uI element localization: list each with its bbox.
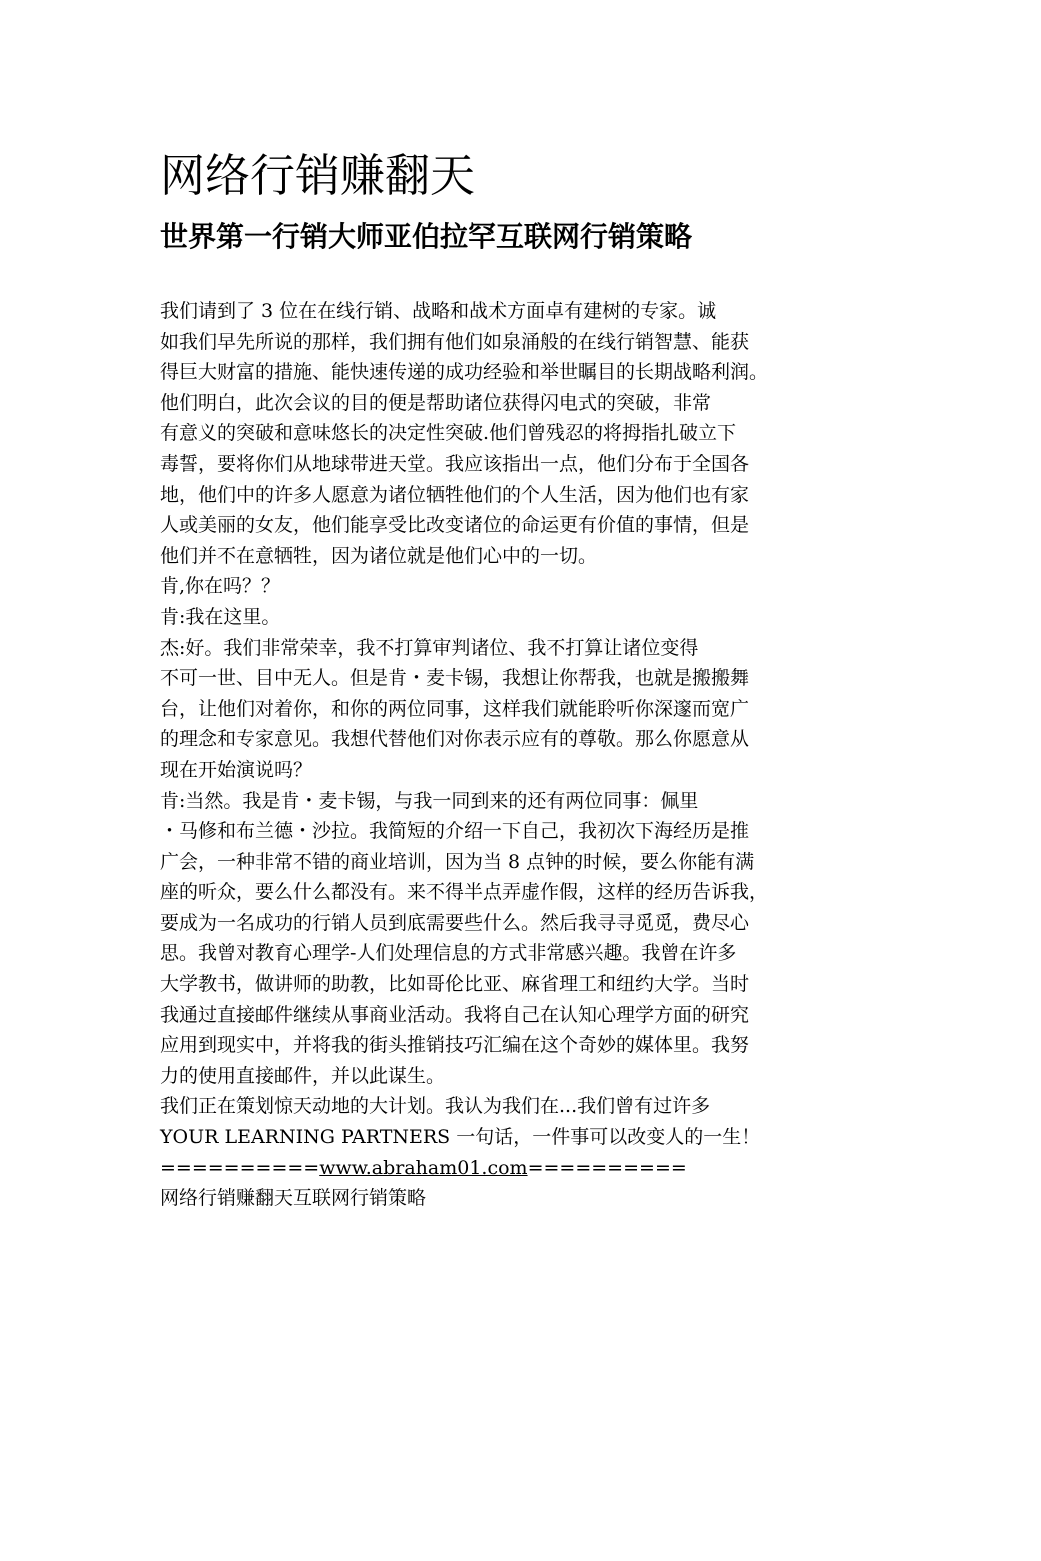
body-line: 地，他们中的许多人愿意为诸位牺牲他们的个人生活，因为他们也有家 [160,483,750,506]
body-line: 人或美丽的女友，他们能享受比改变诸位的命运更有价值的事情，但是 [160,514,750,537]
document-body [160,296,820,1214]
body-line: 肯:我在这里。 [160,605,281,628]
link-prefix: ========== [160,1156,320,1179]
link-line [160,1153,820,1184]
body-line: 他们明白，此次会议的目的便是帮助诸位获得闪电式的突破，非常 [160,391,712,414]
document-subtitle: 世界第一行销大师亚伯拉罕互联网行销策略 [160,220,693,253]
body-line: 肯:当然。我是肯・麦卡锡，与我一同到来的还有两位同事：佩里 [160,789,699,812]
body-line: 台，让他们对着你，和你的两位同事，这样我们就能聆听你深邃而宽广 [160,697,750,720]
body-line: 要成为一名成功的行销人员到底需要些什么。然后我寻寻觅觅，费尽心 [160,911,750,934]
document-title: 网络行销赚翻天 [160,149,476,202]
website-link[interactable]: www.abraham01.com [319,1156,528,1179]
body-line: 的理念和专家意见。我想代替他们对你表示应有的尊敬。那么你愿意从 [160,728,750,751]
body-line: 毒誓，要将你们从地球带进天堂。我应该指出一点，他们分布于全国各 [160,452,750,475]
body-line: 我通过直接邮件继续从事商业活动。我将自己在认知心理学方面的研究 [160,1003,750,1026]
body-line: 有意义的突破和意味悠长的决定性突破.他们曾残忍的将拇指扎破立下 [160,422,737,445]
body-line: 思。我曾对教育心理学-人们处理信息的方式非常感兴趣。我曾在许多 [160,942,737,965]
body-line: 我们请到了 3 位在在线行销、战略和战术方面卓有建树的专家。诚 [160,300,717,322]
body-line: 我们正在策划惊天动地的大计划。我认为我们在...我们曾有过许多 [160,1095,711,1118]
footer-line: 网络行销赚翻天互联网行销策略 [160,1187,427,1210]
body-line: 杰:好。我们非常荣幸，我不打算审判诸位、我不打算让诸位变得 [160,636,699,659]
body-line: 如我们早先所说的那样，我们拥有他们如泉涌般的在线行销智慧、能获 [160,330,750,353]
body-line: 大学教书，做讲师的助教，比如哥伦比亚、麻省理工和纽约大学。当时 [160,973,750,996]
body-line: YOUR LEARNING PARTNERS 一句话，一件事可以改变人的一生！ [160,1126,761,1149]
body-line: 肯,你在吗？？ [160,575,281,598]
body-line: 他们并不在意牺牲，因为诸位就是他们心中的一切。 [160,544,598,567]
body-line: 座的听众，要么什么都没有。来不得半点弄虚作假，这样的经历告诉我， [160,881,769,904]
link-suffix: ========== [527,1156,687,1179]
body-line: 现在开始演说吗？ [160,758,313,781]
body-line: ・马修和布兰德・沙拉。我简短的介绍一下自己，我初次下海经历是推 [160,820,750,843]
body-line: 应用到现实中，并将我的街头推销技巧汇编在这个奇妙的媒体里。我努 [160,1034,750,1057]
body-line: 力的使用直接邮件，并以此谋生。 [160,1064,446,1087]
body-line: 得巨大财富的措施、能快速传递的成功经验和举世瞩目的长期战略利润。 [160,361,769,384]
body-line: 广会，一种非常不错的商业培训，因为当 8 点钟的时候，要么你能有满 [160,850,755,873]
body-line: 不可一世、目中无人。但是肯・麦卡锡，我想让你帮我，也就是搬搬舞 [160,667,750,690]
